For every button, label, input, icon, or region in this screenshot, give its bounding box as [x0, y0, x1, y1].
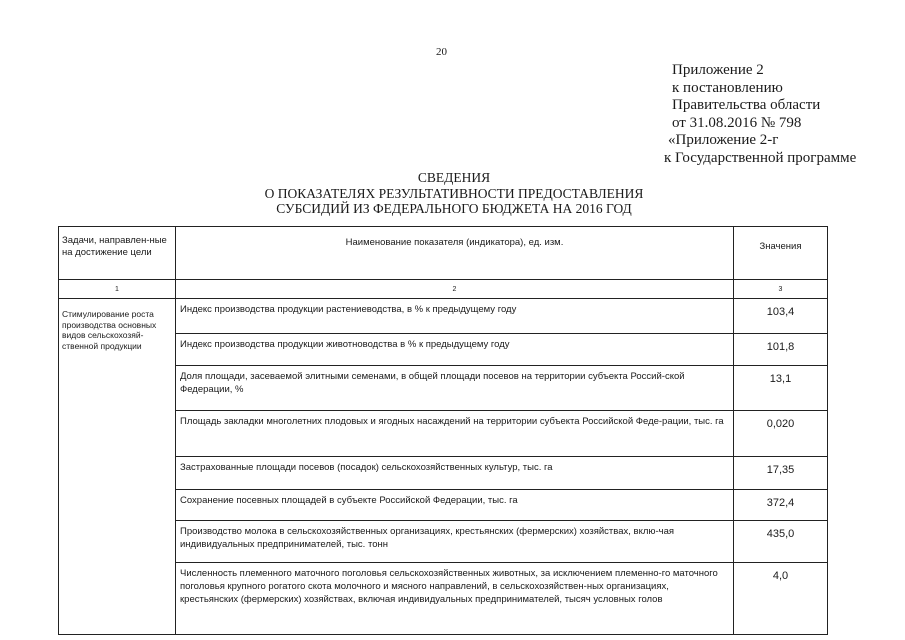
document-title — [240, 170, 668, 217]
indicator-value: 101,8 — [734, 334, 828, 366]
header-value: Значения — [734, 227, 828, 280]
indicator-name: Сохранение посевных площадей в субъекте Российской Федерации, тыс. га — [176, 490, 734, 521]
header-task: Задачи, направлен-ные на достижение цели — [59, 227, 176, 280]
appendix-line: к постановлению — [672, 79, 783, 96]
column-number: 1 — [59, 280, 176, 299]
appendix-line: Приложение 2 — [672, 62, 764, 78]
indicator-value: 17,35 — [734, 457, 828, 490]
title-line: СВЕДЕНИЯ — [417, 170, 491, 185]
appendix-line: «Приложение 2-г — [668, 132, 779, 149]
indicator-name: Застрахованные площади посевов (посадок) сельскохозяйственных культур, тыс. га — [176, 457, 734, 490]
indicator-name: Площадь закладки многолетних плодовых и ягодных насаждений на территории субъекта Российской Феде-рации, тыс. га — [176, 411, 734, 457]
appendix-line: от 31.08.2016 № 798 — [672, 114, 802, 131]
column-number-row — [59, 280, 828, 299]
indicator-value: 13,1 — [734, 366, 828, 411]
indicator-value: 435,0 — [734, 521, 828, 563]
table-row — [59, 299, 828, 334]
indicators-table — [58, 226, 828, 635]
title-line: О ПОКАЗАТЕЛЯХ РЕЗУЛЬТАТИВНОСТИ ПРЕДОСТАВЛЕНИЯ — [264, 185, 644, 201]
page-number: 20 — [436, 46, 447, 58]
appendix-line: Правительства области — [672, 97, 821, 114]
column-number: 3 — [734, 280, 828, 299]
indicator-value: 0,020 — [734, 411, 828, 457]
table-header-row — [59, 227, 828, 280]
indicator-value: 103,4 — [734, 299, 828, 334]
indicator-name: Индекс производства продукции растениеводства, в % к предыдущему году — [176, 299, 734, 334]
header-indicator-name: Наименование показателя (индикатора), ед. изм. — [176, 227, 734, 280]
indicator-name: Численность племенного маточного поголовья сельскохозяйственных животных, за исключением племенно-го маточного поголовья крупного рогатого скота молочного и мясного направлений, в сельскохозяйствен-ных организациях, крестьянских (фермерских) хозяйствах, включая индивидуальных предпринимателей, тысяч условных голов — [176, 563, 734, 635]
task-cell: Стимулирование роста производства основных видов сельскохозяй-ственной продукции — [59, 299, 176, 635]
indicator-name: Индекс производства продукции животноводства в % к предыдущему году — [176, 334, 734, 366]
column-number: 2 — [176, 280, 734, 299]
title-line: СУБСИДИЙ ИЗ ФЕДЕРАЛЬНОГО БЮДЖЕТА НА 2016 ГОД — [276, 201, 632, 216]
indicator-value: 4,0 — [734, 563, 828, 635]
indicator-name: Производство молока в сельскохозяйственных организациях, крестьянских (фермерских) хозяйствах, вклю-чая индивидуальных предпринимателей, тыс. тонн — [176, 521, 734, 563]
appendix-line: к Государственной программе — [664, 149, 857, 166]
appendix-header — [664, 62, 856, 168]
indicator-value: 372,4 — [734, 490, 828, 521]
indicator-name: Доля площади, засеваемой элитными семенами, в общей площади посевов на территории субъекта Россий-ской Федерации, % — [176, 366, 734, 411]
